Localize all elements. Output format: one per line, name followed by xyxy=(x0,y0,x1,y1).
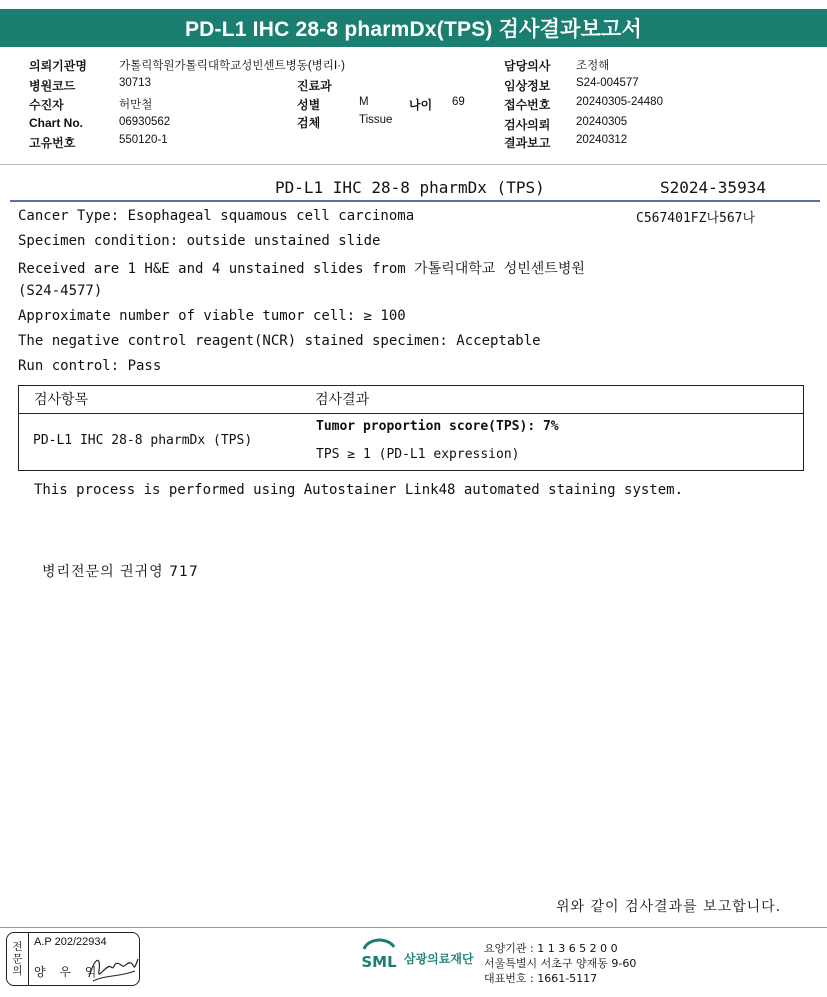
closing-statement: 위와 같이 검사결과를 보고합니다. xyxy=(556,899,782,915)
specimen-condition-line: Specimen condition: outside unstained slide xyxy=(18,233,381,249)
patient-label: 수진자 xyxy=(29,98,64,112)
pathologist-line: 병리전문의 권귀영 717 xyxy=(42,564,199,580)
stamp-side-char: 전 xyxy=(12,941,23,953)
header-divider xyxy=(0,164,827,165)
specialist-stamp xyxy=(6,932,140,986)
stamp-name: 양 우 익 xyxy=(34,965,102,979)
col-item-header: 검사항목 xyxy=(34,392,89,408)
received-line: Received are 1 H&E and 4 unstained slides from 가톨릭대학교 성빈센트병원 xyxy=(18,261,585,277)
report-title-bar xyxy=(0,9,827,47)
tps-score: Tumor proportion score(TPS): 7% xyxy=(316,419,559,434)
report-title: PD-L1 IHC 28-8 pharmDx(TPS) 검사결과보고서 xyxy=(184,18,643,41)
process-note: This process is performed using Autostainer Link48 automated staining system. xyxy=(34,482,684,498)
results-table xyxy=(18,385,804,471)
stamp-side-char: 문 xyxy=(12,953,23,965)
sex-label: 성별 xyxy=(297,98,321,112)
test-title: PD-L1 IHC 28-8 pharmDx (TPS) xyxy=(275,178,545,197)
stamp-side xyxy=(7,933,29,985)
stamp-license: A.P 202/22934 xyxy=(34,936,107,948)
department-label: 진료과 xyxy=(297,79,332,93)
request-label: 검사의뢰 xyxy=(504,118,551,132)
unique-label: 고유번호 xyxy=(29,136,76,150)
receipt-value: 20240305-24480 xyxy=(576,96,663,108)
age-label: 나이 xyxy=(409,98,433,112)
tumor-cell-line: Approximate number of viable tumor cell: ≥ 100 xyxy=(18,308,406,324)
test-item: PD-L1 IHC 28-8 pharmDx (TPS) xyxy=(33,433,253,448)
run-control-line: Run control: Pass xyxy=(18,358,162,374)
footer-divider xyxy=(0,927,827,928)
hospital-code-value: 30713 xyxy=(119,77,151,89)
chart-value: 06930562 xyxy=(119,116,171,128)
doctor-value: 조정해 xyxy=(576,60,610,72)
sml-logo-icon xyxy=(356,937,402,975)
report-id: S2024-35934 xyxy=(660,178,766,197)
stamp-side-char: 의 xyxy=(12,965,23,977)
cancer-type-line: Cancer Type: Esophageal squamous cell carcinoma xyxy=(18,208,415,224)
specimen-value: Tissue xyxy=(359,114,393,126)
receipt-label: 접수번호 xyxy=(504,98,551,112)
results-table-divider xyxy=(19,413,803,414)
phone: 대표번호 : 1661-5117 xyxy=(484,972,598,985)
request-value: 20240305 xyxy=(576,116,628,128)
logo-text: 삼광의료재단 xyxy=(404,952,474,966)
doctor-label: 담당의사 xyxy=(504,59,551,73)
age-value: 69 xyxy=(452,96,465,108)
chart-label: Chart No. xyxy=(29,116,83,130)
institution-code: 요양기관 : 1 1 3 6 5 2 0 0 xyxy=(484,942,618,955)
report-date-value: 20240312 xyxy=(576,134,628,146)
sub-code: C567401FZ나567나 xyxy=(636,211,756,226)
ncr-line: The negative control reagent(NCR) stained specimen: Acceptable xyxy=(18,333,541,349)
address: 서울특별시 서초구 양재동 9-60 xyxy=(484,957,637,970)
clinical-label: 임상정보 xyxy=(504,79,551,93)
patient-value: 허만철 xyxy=(119,99,153,111)
institution-label: 의뢰기관명 xyxy=(29,59,87,73)
report-date-label: 결과보고 xyxy=(504,136,551,150)
specimen-label: 검체 xyxy=(297,116,321,130)
case-number-line: (S24-4577) xyxy=(18,283,103,299)
logo-mark: SML xyxy=(361,953,397,971)
sex-value: M xyxy=(359,96,369,108)
hospital-code-label: 병원코드 xyxy=(29,79,76,93)
signature xyxy=(85,951,140,985)
clinical-value: S24-004577 xyxy=(576,77,639,89)
institution-value: 가톨릭학원가톨릭대학교성빈센트병동(병리Ⅰ·) xyxy=(119,60,345,72)
tps-expression: TPS ≥ 1 (PD-L1 expression) xyxy=(316,447,520,462)
report-rule xyxy=(10,200,820,202)
col-result-header: 검사결과 xyxy=(315,392,370,408)
unique-value: 550120-1 xyxy=(119,134,168,146)
